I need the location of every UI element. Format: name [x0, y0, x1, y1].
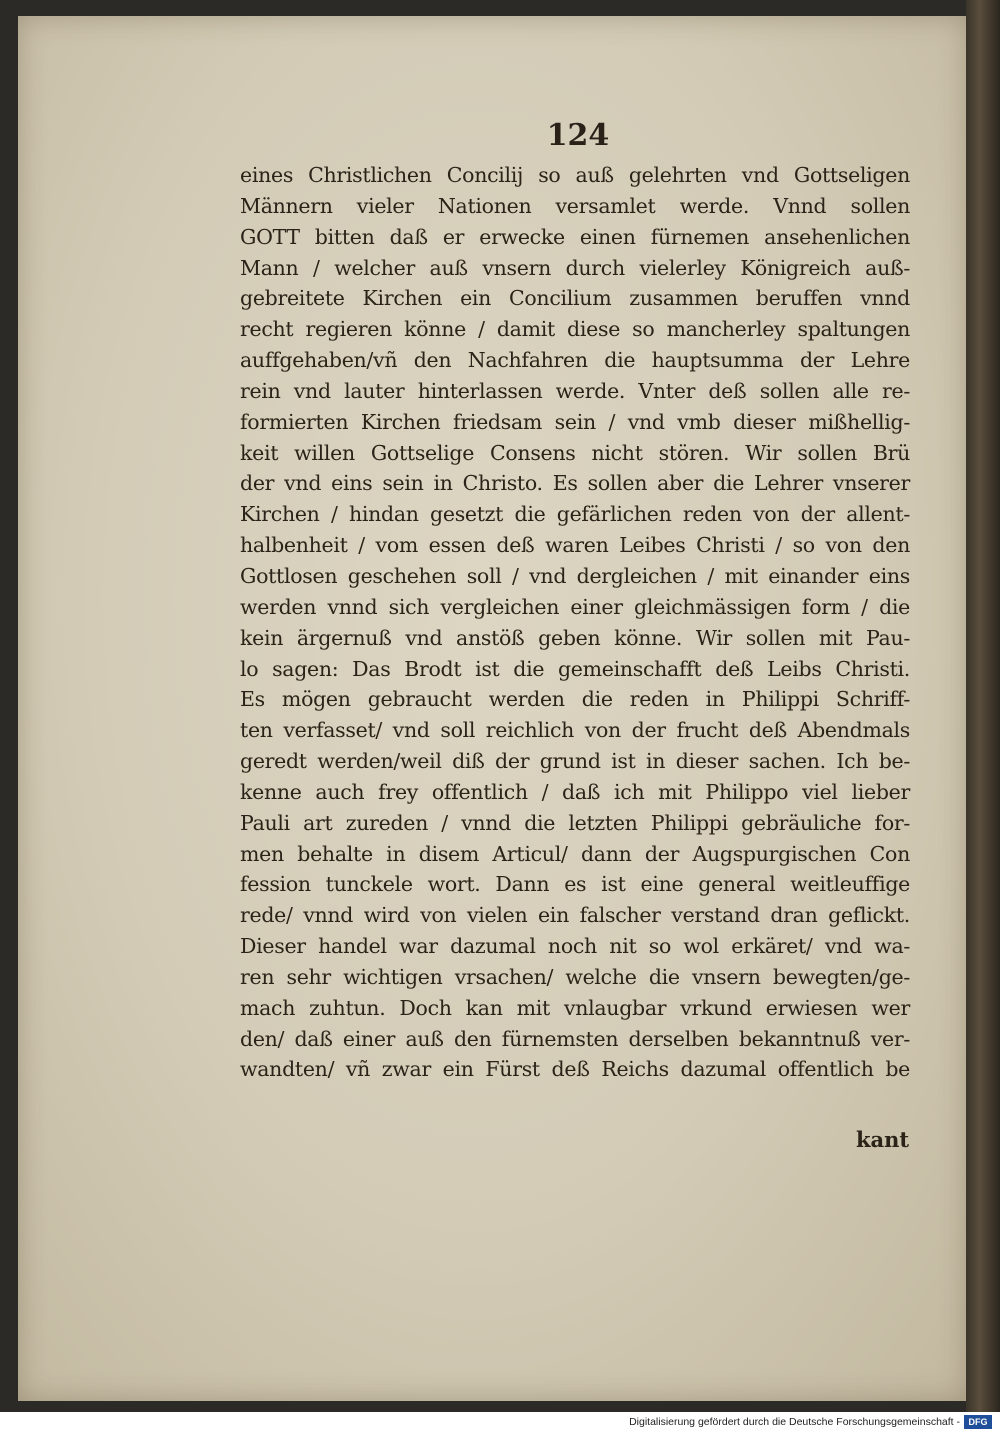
text-line: eines Christlichen Concilij so auß gelehrten vnd Gottseligen: [240, 163, 910, 187]
text-line: recht regieren könne / damit diese so mancherley spaltungen: [240, 317, 910, 342]
page-number: 124: [546, 118, 610, 153]
text-line: der vnd eins sein in Christo. Es sollen aber die Lehrer vnserer: [240, 471, 910, 496]
catchword: kant: [856, 1127, 910, 1152]
text-line: lo sagen: Das Brodt ist die gemeinschafft deß Leibs Christi.: [240, 656, 910, 681]
footer-bar: [0, 1412, 1000, 1434]
text-line: Gottlosen geschehen soll / vnd dergleichen / mit einander eins: [240, 563, 910, 588]
text-line: keit willen Gottselige Consens nicht stören. Wir sollen Brü: [240, 440, 910, 465]
text-line: den/ daß einer auß den fürnemsten derselben bekanntnuß ver-: [240, 1026, 910, 1051]
text-line: Es mögen gebraucht werden die reden in Philippi Schriff-: [240, 687, 910, 712]
text-line: kenne auch frey offentlich / daß ich mit Philippo viel lieber: [240, 779, 910, 804]
text-line: formierten Kirchen friedsam sein / vnd vmb dieser mißhellig-: [240, 409, 910, 434]
text-line: werden vnnd sich vergleichen einer gleichmässigen form / die: [240, 594, 910, 619]
text-line: wandten/ vñ zwar ein Fürst deß Reichs dazumal offentlich be: [240, 1057, 910, 1082]
page-text: [240, 160, 910, 1085]
text-line: ren sehr wichtigen vrsachen/ welche die vnsern bewegten/ge-: [240, 964, 910, 989]
text-line: Dieser handel war dazumal noch nit so wol erkäret/ vnd wa-: [240, 934, 910, 959]
text-line: men behalte in disem Articul/ dann der Augspurgischen Con: [240, 841, 910, 866]
dfg-logo: DFG: [964, 1415, 992, 1429]
text-line: Mann / welcher auß vnsern durch vielerley Königreich auß-: [240, 255, 910, 280]
text-line: auffgehaben/vñ den Nachfahren die hauptsumma der Lehre: [240, 348, 910, 373]
text-line: halbenheit / vom essen deß waren Leibes Christi / so von den: [240, 533, 910, 558]
text-line: mach zuhtun. Doch kan mit vnlaugbar vrkund erwiesen wer: [240, 995, 910, 1020]
text-line: Pauli art zureden / vnnd die letzten Philippi gebräuliche for-: [240, 810, 910, 835]
text-line: GOTT bitten daß er erwecke einen fürnemen ansehenlichen: [240, 224, 910, 249]
text-line: geredt werden/weil diß der grund ist in dieser sachen. Ich be-: [240, 749, 910, 774]
text-line: kein ärgernuß vnd anstöß geben könne. Wir sollen mit Pau-: [240, 625, 910, 650]
text-line: Männern vieler Nationen versamlet werde. Vnnd sollen: [240, 193, 910, 218]
text-line: rein vnd lauter hinterlassen werde. Vnter deß sollen alle re-: [240, 378, 910, 403]
text-line: gebreitete Kirchen ein Concilium zusammen beruffen vnnd: [240, 286, 910, 311]
text-line: rede/ vnnd wird von vielen ein falscher verstand dran geflickt.: [240, 903, 910, 928]
book-spine: [966, 0, 1000, 1412]
funding-credit: Digitalisierung gefördert durch die Deutsche Forschungsgemeinschaft -: [629, 1416, 960, 1428]
text-line: Kirchen / hindan gesetzt die gefärlichen reden von der allent-: [240, 502, 910, 527]
text-line: fession tunckele wort. Dann es ist eine general weitleuffige: [240, 872, 910, 897]
text-line: ten verfasset/ vnd soll reichlich von der frucht deß Abendmals: [240, 718, 910, 743]
